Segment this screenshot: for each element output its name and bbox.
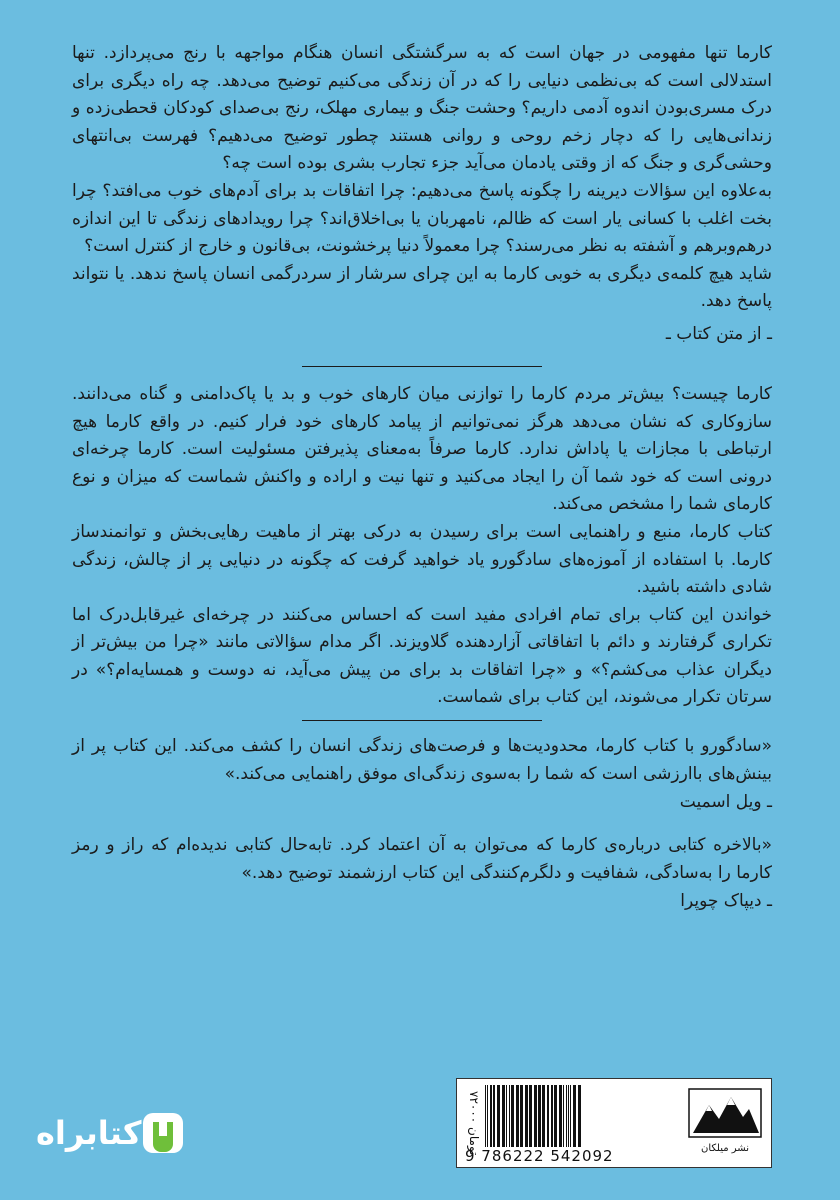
intro-paragraph-3: شاید هیچ کلمه‌ی دیگری به خوبی کارما به این چرای سرشار از سردرگمی انسان پاسخ ندهد. یا نتواند پاسخ دهد.	[72, 263, 772, 312]
book-icon	[140, 1110, 186, 1156]
barcode-bar	[509, 1085, 510, 1147]
excerpt-attribution: ـ از متن کتاب ـ	[665, 323, 772, 344]
description-paragraph-3: خواندن این کتاب برای تمام افرادی مفید است که احساس می‌کنند در چرخه‌ای غیرقابل‌درک اما تکراری گرفتارند و دائم با اتفاقاتی آزاردهنده گلاویزند. اگر مدام سؤالاتی مانند «چرا من بیش‌تر از دیگران عذاب می‌کشم؟» و «چرا اتفاقات بد برای من پیش می‌آید، نه دوست و همسایه‌ام؟» در سرتان تکرار می‌شوند، این کتاب برای شماست.	[72, 604, 772, 708]
divider-line	[302, 720, 542, 721]
barcode-bar	[487, 1085, 488, 1147]
barcode-bar	[490, 1085, 492, 1147]
barcode-bar	[568, 1085, 569, 1147]
price-label: ۷۲۰۰۰ تومان	[467, 1090, 481, 1156]
brand-name: کتابراه	[36, 1114, 142, 1152]
barcode-bar	[493, 1085, 495, 1147]
publisher-mountain-logo	[687, 1087, 763, 1139]
quote-author: ـ دیپاک چوپرا	[680, 891, 772, 912]
barcode-bar	[516, 1085, 519, 1147]
barcode-bar	[542, 1085, 545, 1147]
back-cover-text	[72, 40, 772, 915]
barcode-bar	[547, 1085, 549, 1147]
quote-text: «سادگورو با کتاب کارما، محدودیت‌ها و فرصت‌های زندگی انسان را کشف می‌کند. این کتاب پر از بینش‌های باارزشی است که شما را به‌سوی زندگی‌ای موفق راهنمایی می‌کند.»	[72, 736, 772, 784]
barcode-bar	[502, 1085, 505, 1147]
barcode-label	[456, 1078, 772, 1168]
barcode-bar	[520, 1085, 523, 1147]
intro-paragraph-1: کارما تنها مفهومی در جهان است که به سرگشتگی انسان هنگام مواجهه با رنج می‌پردازد. تنها استدلالی است که بی‌نظمی دنیایی را که در آن زندگی می‌کنیم توضیح می‌دهد. چه راه دیگری برای درک مسری‌بودن اندوه آدمی داریم؟ وحشت جنگ و بیماری مهلک، رنج بی‌صدای کودکان قحطی‌زده و زندانی‌هایی را که دچار زخم روحی و روانی هستند چطور توضیح می‌دهیم؟ فهرست بی‌انتهای وحشی‌گری و جنگ که از وقتی یادمان می‌آید جزء تجارب بشری بوده است چه؟	[72, 43, 772, 174]
isbn-number: 9 786222 542092	[465, 1147, 614, 1165]
description-paragraph-2: کتاب کارما، منبع و راهنمایی است برای رسیدن به درکی بهتر از ماهیت رهایی‌بخش و توانمندساز کارما. با استفاده از آموزه‌های سادگورو یاد خواهید گرفت که چگونه در دنیایی پر از چالش، زندگی شادی داشته باشید.	[72, 521, 772, 598]
barcode-bar	[573, 1085, 576, 1147]
barcode-bar	[566, 1085, 567, 1147]
barcode-bar	[525, 1085, 528, 1147]
barcode-bar	[554, 1085, 557, 1147]
quote-text: «بالاخره کتابی درباره‌ی کارما که می‌توان به آن اعتماد کرد. تابه‌حال کتابی ندیده‌ام که راز و رمز کارما را به‌سادگی، شفافیت و دلگرم‌کنندگی این کتاب ارزشمند توضیح دهد.»	[72, 835, 772, 883]
barcode-bar	[497, 1085, 500, 1147]
barcode-bar	[506, 1085, 507, 1147]
ketabrah-logo	[36, 1110, 186, 1160]
barcode-bar	[578, 1085, 581, 1147]
barcode-bar	[570, 1085, 571, 1147]
barcode-bar	[529, 1085, 532, 1147]
barcode-bars	[483, 1085, 679, 1147]
barcode-bar	[538, 1085, 541, 1147]
description-paragraph-1: کارما چیست؟ بیش‌تر مردم کارما را توازنی میان کارهای خوب و بد یا پاک‌دامنی و گناه می‌دانند. سازوکاری که نشان می‌دهد هرگز نمی‌توانیم از پیامد کارهای خود فرار کنیم. در واقع کارما هیچ ارتباطی با مجازات یا پاداش ندارد. کارما صرفاً به‌معنای پذیرفتن مسئولیت است. کارما چرخه‌ای درونی است که خود شما آن را ایجاد می‌کنید و تنها نیت و اراده و واکنش شماست که میزان و نوع کارمای شما را مشخص می‌کند.	[72, 383, 772, 515]
barcode-bar	[485, 1085, 486, 1147]
intro-paragraph-2: به‌علاوه این سؤالات دیرینه را چگونه پاسخ می‌دهیم: چرا اتفاقات بد برای آدم‌های خوب می‌افتد؟ چرا بخت اغلب با کسانی یار است که ظالم، نامهربان یا بی‌اخلاق‌اند؟ چرا رویدادهای زندگی تا این اندازه درهم‌وبرهم و آشفته به نظر می‌رسند؟ چرا معمولاً دنیا پرخشونت، بی‌قانون و خارج از کنترل است؟	[72, 180, 772, 257]
barcode-bar	[511, 1085, 514, 1147]
publisher-name: نشر میلکان	[701, 1143, 749, 1154]
barcode-bar	[559, 1085, 562, 1147]
quote-author: ـ ویل اسمیت	[679, 792, 772, 813]
barcode-bar	[534, 1085, 537, 1147]
divider-line	[302, 366, 542, 367]
barcode-bar	[563, 1085, 564, 1147]
barcode-bar	[551, 1085, 553, 1147]
